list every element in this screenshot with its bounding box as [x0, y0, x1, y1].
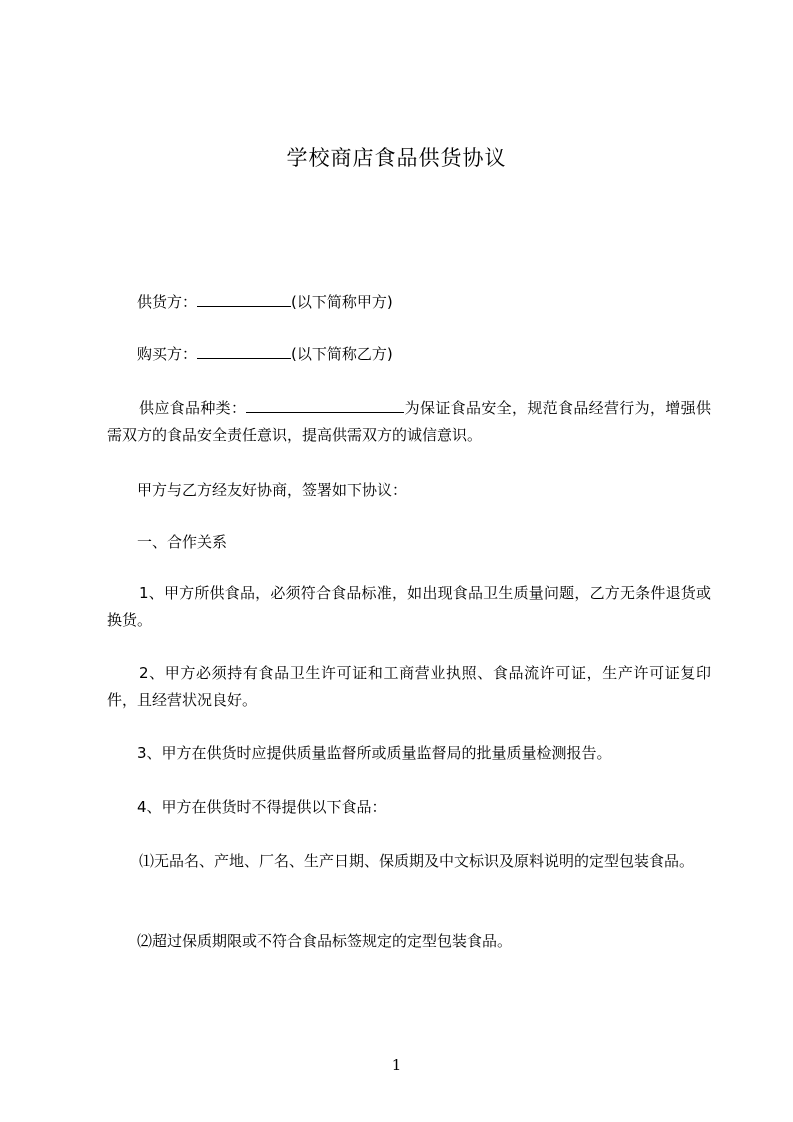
document-title: 学校商店食品供货协议	[286, 146, 507, 170]
sub-item-2: ⑵超过保质期限或不符合食品标签规定的定型包装食品。	[137, 932, 513, 950]
clause-2: 2、甲方必须持有食品卫生许可证和工商营业执照、食品流许可证，生产许可证复印件，且经营状况良好。	[107, 664, 711, 709]
sub-item-1: ⑴无品名、产地、厂名、生产日期、保质期及中文标识及原料说明的定型包装食品。	[139, 852, 695, 870]
page-number: 1	[391, 1056, 402, 1074]
buyer-suffix: (以下简称乙方)	[291, 345, 393, 363]
food-types-label: 供应食品种类：	[139, 399, 247, 417]
section-1-heading: 一、合作关系	[137, 533, 228, 551]
supplier-label: 供货方：	[137, 293, 198, 311]
buyer-blank	[197, 341, 291, 359]
clause-4: 4、甲方在供货时不得提供以下食品：	[137, 798, 387, 816]
food-types-blank	[246, 395, 404, 413]
food-types-text: 为保证食品安全，规范食品经营行为，增强供需双方的食品安全责任意识，提高供需双方的诚信意识。	[107, 399, 711, 444]
supplier-blank	[197, 289, 291, 307]
clause-1: 1、甲方所供食品，必须符合食品标准，如出现食品卫生质量问题，乙方无条件退货或换货。	[107, 584, 711, 629]
clause-3: 3、甲方在供货时应提供质量监督所或质量监督局的批量质量检测报告。	[137, 744, 612, 762]
food-types-paragraph	[107, 395, 711, 449]
buyer-label: 购买方：	[137, 345, 198, 363]
supplier-suffix: (以下简称甲方)	[291, 293, 393, 311]
buyer-line	[107, 341, 741, 368]
intro-paragraph: 甲方与乙方经友好协商，签署如下协议：	[137, 481, 408, 499]
supplier-line	[107, 289, 741, 316]
